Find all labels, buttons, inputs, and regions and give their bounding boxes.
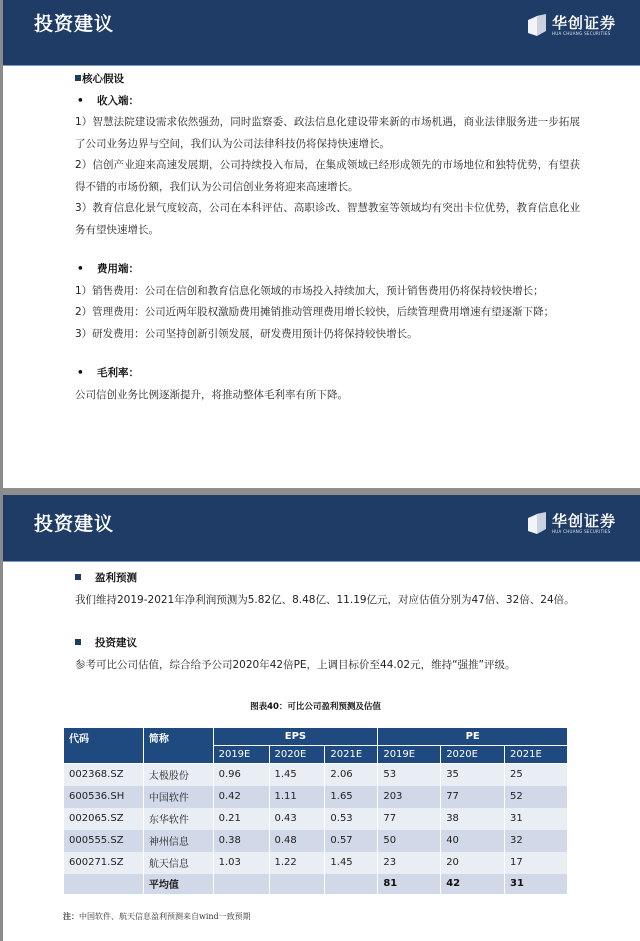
cell-name: 航天信息 (143, 852, 213, 874)
cell-eps-2021: 0.53 (325, 808, 378, 830)
brand-name-en: HUA CHUANG SECURITIES (552, 529, 611, 534)
cell-pe-2021: 31 (505, 808, 568, 830)
investment-advice-content (75, 568, 580, 676)
table-row (64, 764, 568, 786)
cell-pe-2020: 40 (441, 830, 505, 852)
cell-eps-2020: 1.11 (269, 786, 325, 808)
expense-item-1: 1）销售费用：公司在信创和教育信息化领域的市场投入持续加大，预计销售费用仍将保持较快增长； (75, 284, 544, 297)
cell-pe-2021: 17 (505, 852, 568, 874)
cell-code: 600536.SH (64, 786, 144, 808)
cube-logo-icon (528, 512, 546, 534)
recommendation-text: 参考可比公司估值，综合给予公司2020年42倍PE，上调目标价至44.02元，维持“强推”评级。 (75, 658, 516, 671)
profit-forecast-text: 我们维持2019-2021年净利润预测为5.82亿、8.48亿、11.19亿元，对应估值分别为47倍、32倍、24倍。 (75, 593, 575, 606)
cell-pe-2019-avg: 81 (378, 874, 441, 894)
square-bullet-icon (75, 639, 81, 645)
page-left-border (0, 0, 3, 941)
cell-code: 600271.SZ (64, 852, 144, 874)
header-pe: PE (378, 728, 568, 746)
square-bullet-icon (75, 75, 81, 81)
dot-bullet-icon: • (77, 367, 84, 379)
cell-eps-2021: 1.45 (325, 852, 378, 874)
brand-name-en: HUA CHUANG SECURITIES (552, 31, 611, 36)
header-code: 代码 (64, 728, 144, 764)
cell-eps-2021: 2.06 (325, 764, 378, 786)
cube-logo-icon (528, 14, 546, 36)
cell-eps-2019: 0.21 (213, 808, 269, 830)
cell-pe-2020: 38 (441, 808, 505, 830)
revenue-item-3: 3）教育信息化景气度较高，公司在本科评估、高职诊改、智慧教室等领域均有突出卡位优势，教育信息化业务有望快速增长。 (75, 202, 580, 236)
table-row (64, 852, 568, 874)
cell-pe-2021: 32 (505, 830, 568, 852)
cell-pe-2020: 35 (441, 764, 505, 786)
cell-eps-2021 (325, 874, 378, 894)
cell-pe-2019: 23 (378, 852, 441, 874)
section-heading-core-assumptions: 核心假设 (75, 69, 580, 91)
cell-code (64, 874, 144, 894)
header-pe-2021: 2021E (505, 746, 568, 764)
table-row (64, 830, 568, 852)
table-caption: 图表40：可比公司盈利预测及估值 (250, 702, 381, 712)
cell-eps-2019 (213, 874, 269, 894)
table-row-average (64, 874, 568, 894)
expense-item-3: 3）研发费用：公司坚持创新引领发展，研发费用预计仍将保持较快增长。 (75, 327, 418, 340)
cell-eps-2019: 0.42 (213, 786, 269, 808)
brand-name-cn: 华创证券 (552, 14, 617, 32)
revenue-item-1: 1）智慧法院建设需求依然强劲，同时监察委、政法信息化建设带来新的市场机遇，商业法律服务进一步拓展了公司业务边界与空间，我们认为公司法律科技仍将保持快速增长。 (75, 116, 580, 150)
dot-bullet-icon: • (77, 94, 84, 107)
cell-eps-2020: 1.45 (269, 764, 325, 786)
cell-eps-2019: 0.38 (213, 830, 269, 852)
recommendation-heading: 投资建议 (75, 633, 580, 655)
page-separator (0, 488, 640, 495)
table-body (64, 764, 568, 894)
cell-pe-2019: 203 (378, 786, 441, 808)
cell-pe-2020-avg: 42 (441, 874, 505, 894)
slide-header (0, 0, 640, 66)
cell-code: 002065.SZ (64, 808, 144, 830)
header-pe-2019: 2019E (378, 746, 441, 764)
gross-margin-heading: • 毛利率： (75, 363, 580, 385)
cell-eps-2021: 1.65 (325, 786, 378, 808)
cell-pe-2021: 25 (505, 764, 568, 786)
header-eps: EPS (213, 728, 378, 746)
cell-name: 神州信息 (143, 830, 213, 852)
note-label: 注： (63, 912, 79, 921)
cell-pe-2021-avg: 31 (505, 874, 568, 894)
comparable-companies-table (63, 727, 568, 894)
header-eps-2019: 2019E (213, 746, 269, 764)
header-pe-2020: 2020E (441, 746, 505, 764)
slide-title: 投资建议 (34, 13, 115, 35)
cell-eps-2021: 0.57 (325, 830, 378, 852)
header-eps-2020: 2020E (269, 746, 325, 764)
expense-heading: • 费用端： (75, 259, 580, 281)
cell-eps-2020: 0.43 (269, 808, 325, 830)
gross-margin-text: 公司信创业务比例逐渐提升，将推动整体毛利率有所下降。 (75, 388, 348, 401)
note-text: 中国软件、航天信息盈利预测来自wind一致预期 (79, 912, 251, 921)
cell-pe-2019: 50 (378, 830, 441, 852)
header-eps-2021: 2021E (325, 746, 378, 764)
cell-pe-2020: 77 (441, 786, 505, 808)
slide-title: 投资建议 (34, 513, 115, 535)
brand-name-cn: 华创证券 (552, 512, 617, 530)
cell-pe-2019: 53 (378, 764, 441, 786)
slide-header (0, 495, 640, 562)
cell-pe-2019: 77 (378, 808, 441, 830)
table-row (64, 786, 568, 808)
brand-logo (528, 12, 620, 40)
cell-eps-2020: 0.48 (269, 830, 325, 852)
cell-pe-2020: 20 (441, 852, 505, 874)
expense-item-2: 2）管理费用：公司近两年股权激励费用摊销推动管理费用增长较快，后续管理费用增速有望逐渐下降； (75, 306, 555, 318)
revenue-heading: • 收入端： (75, 91, 580, 113)
profit-forecast-heading: 盈利预测 (75, 568, 580, 590)
table-row (64, 808, 568, 830)
square-bullet-icon (75, 574, 81, 580)
cell-average-label: 平均值 (143, 874, 213, 894)
table-note (63, 911, 251, 922)
brand-logo (528, 510, 620, 538)
cell-name: 太极股份 (143, 764, 213, 786)
cell-eps-2019: 1.03 (213, 852, 269, 874)
cell-name: 东华软件 (143, 808, 213, 830)
cell-eps-2019: 0.96 (213, 764, 269, 786)
header-name: 简称 (143, 728, 213, 764)
cell-pe-2021: 52 (505, 786, 568, 808)
cell-code: 000555.SZ (64, 830, 144, 852)
core-assumptions-content (75, 69, 580, 406)
cell-eps-2020: 1.22 (269, 852, 325, 874)
cell-name: 中国软件 (143, 786, 213, 808)
cell-eps-2020 (269, 874, 325, 894)
cell-code: 002368.SZ (64, 764, 144, 786)
revenue-item-2: 2）信创产业迎来高速发展期，公司持续投入布局，在集成领域已经形成领先的市场地位和独特优势，有望获得不错的市场份额，我们认为公司信创业务将迎来高速增长。 (75, 159, 580, 193)
dot-bullet-icon: • (77, 263, 84, 275)
